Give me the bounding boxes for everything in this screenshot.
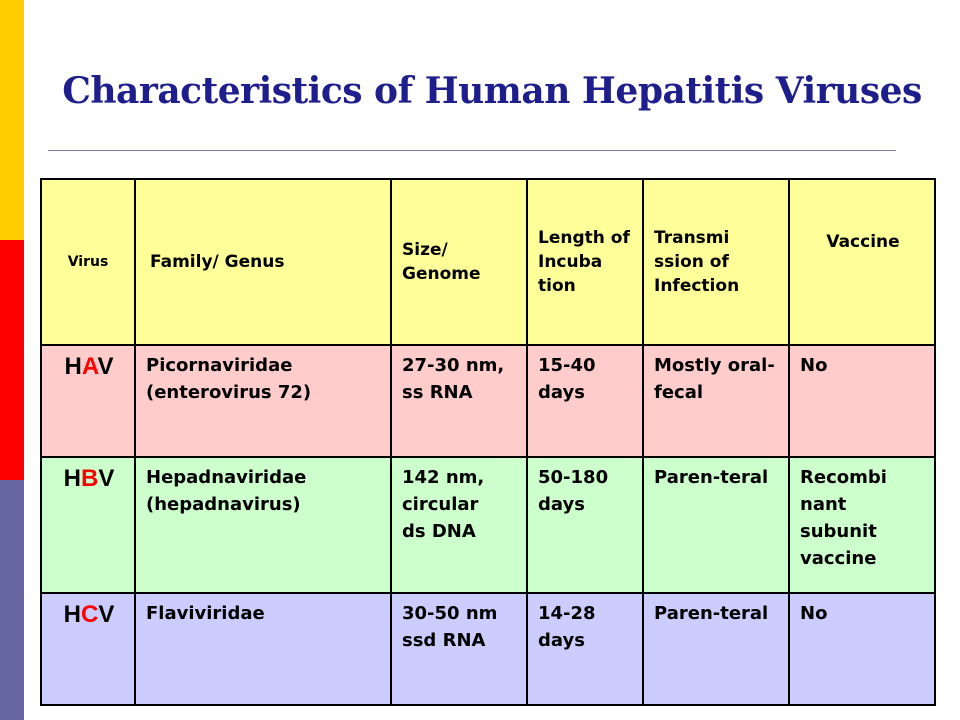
incubation-hbv: 50-180 days xyxy=(527,457,643,593)
vaccine-hcv: No xyxy=(789,593,935,705)
header-size-genome: Size/ Genome xyxy=(391,179,527,345)
size-hbv: 142 nm, circular ds DNA xyxy=(391,457,527,593)
vaccine-hbv: Recombi nant subunit vaccine xyxy=(789,457,935,593)
table-header-row xyxy=(41,179,935,345)
family-hcv: Flaviviridae xyxy=(135,593,391,705)
table-row-hcv xyxy=(41,593,935,705)
header-transmission: Transmi ssion of Infection xyxy=(643,179,789,345)
transmission-hav: Mostly oral-fecal xyxy=(643,345,789,457)
hepatitis-virus-table xyxy=(40,178,936,706)
sidebar-accent-red xyxy=(0,240,24,480)
vaccine-hav: No xyxy=(789,345,935,457)
virus-name-hbv: HBV xyxy=(41,457,135,593)
slide-title: Characteristics of Human Hepatitis Viruses xyxy=(62,70,922,112)
header-vaccine: Vaccine xyxy=(789,179,935,345)
incubation-hcv: 14-28 days xyxy=(527,593,643,705)
size-hcv: 30-50 nm ssd RNA xyxy=(391,593,527,705)
incubation-hav: 15-40 days xyxy=(527,345,643,457)
family-hav: Picornaviridae (enterovirus 72) xyxy=(135,345,391,457)
sidebar-accent-yellow xyxy=(0,0,24,240)
header-family-genus: Family/ Genus xyxy=(135,179,391,345)
transmission-hbv: Paren-teral xyxy=(643,457,789,593)
transmission-hcv: Paren-teral xyxy=(643,593,789,705)
family-hbv: Hepadnaviridae (hepadnavirus) xyxy=(135,457,391,593)
table-row-hbv xyxy=(41,457,935,593)
header-incubation: Length of Incuba tion xyxy=(527,179,643,345)
header-virus: Virus xyxy=(41,179,135,345)
size-hav: 27-30 nm, ss RNA xyxy=(391,345,527,457)
title-divider xyxy=(48,150,896,151)
sidebar-accent-slate xyxy=(0,480,24,720)
table-row-hav xyxy=(41,345,935,457)
virus-name-hav: HAV xyxy=(41,345,135,457)
virus-name-hcv: HCV xyxy=(41,593,135,705)
